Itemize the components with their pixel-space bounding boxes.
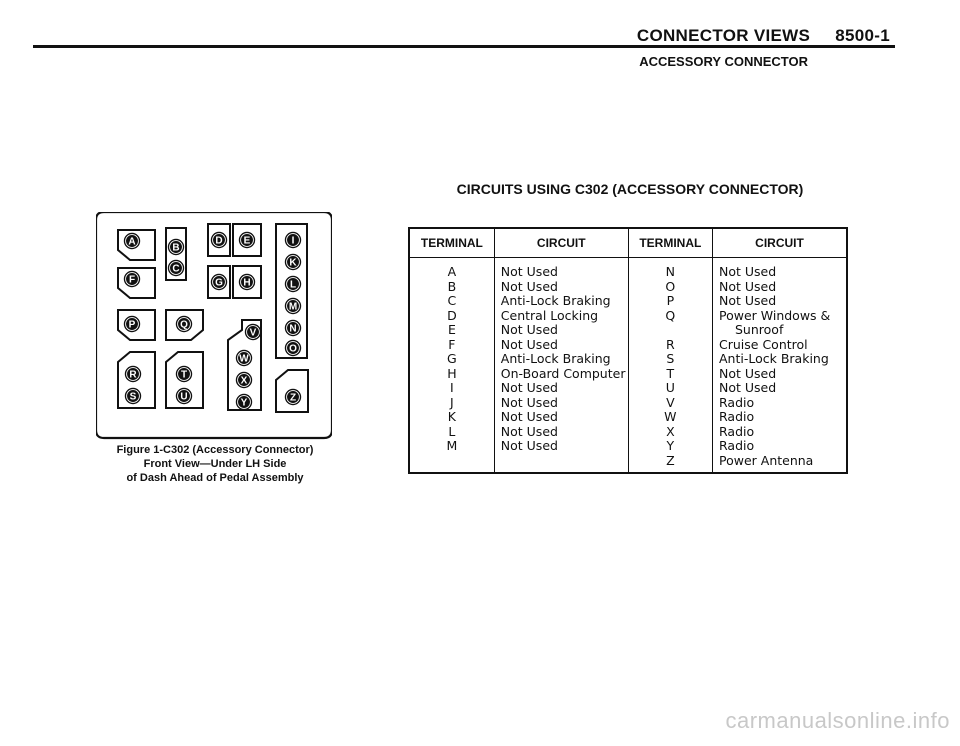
terminal-cell: Q [665, 307, 676, 323]
pin-label: Y [240, 397, 248, 409]
terminal-cell: I [450, 380, 454, 395]
pin-label: Z [289, 392, 297, 404]
terminal-column-right [628, 258, 712, 474]
pin-m [285, 298, 301, 314]
column-header-terminal-right: TERMINAL [628, 228, 712, 258]
circuit-cell: Radio [719, 438, 755, 453]
page-header-title [560, 26, 890, 46]
figure-caption [90, 443, 340, 485]
circuits-table [408, 227, 848, 474]
pin-s [125, 388, 141, 404]
circuit-cell: Not Used [500, 322, 558, 337]
terminal-cell: T [666, 365, 675, 381]
pin-q [176, 316, 192, 332]
table-header-row [409, 228, 847, 258]
circuit-column-right [713, 258, 848, 474]
pin-label: I [291, 235, 295, 247]
circuit-cell: Not Used [500, 394, 558, 410]
pin-label: T [180, 369, 188, 381]
pin-v [245, 324, 261, 340]
terminal-cell: H [447, 365, 457, 381]
pin-o [285, 340, 301, 356]
caption-line-2: Front View—Under LH Side [143, 458, 287, 470]
circuit-cell: Not Used [719, 264, 777, 279]
pin-n [285, 320, 301, 336]
column-header-circuit-right: CIRCUIT [713, 228, 848, 258]
terminal-cell: D [447, 307, 457, 323]
circuit-cell: Anti-Lock Braking [500, 293, 611, 308]
terminal-cell: B [447, 278, 457, 294]
terminal-cell: E [447, 322, 456, 337]
pin-y [236, 394, 252, 410]
terminal-cell: O [665, 278, 676, 294]
pin-label: U [180, 391, 188, 403]
circuit-cell: On-Board Computer [500, 365, 626, 381]
pin-label: L [289, 279, 297, 291]
pin-label: O [289, 343, 297, 355]
pin-label: M [288, 301, 298, 313]
circuit-cell: Not Used [500, 380, 558, 395]
pin-a [124, 233, 140, 249]
terminal-cell: U [665, 380, 675, 395]
pin-l [285, 276, 301, 292]
circuit-cell: Not Used [719, 278, 777, 294]
circuit-cell: Not Used [719, 365, 777, 381]
terminal-cell: M [446, 438, 458, 453]
connector-diagram [96, 212, 332, 446]
circuit-cell: Anti-Lock Braking [719, 351, 829, 366]
pin-x [236, 372, 252, 388]
pin-label: F [128, 274, 136, 286]
circuit-cell: Not Used [500, 278, 558, 294]
pin-label: A [128, 236, 136, 248]
pin-d [211, 232, 227, 248]
caption-line-3: of Dash Ahead of Pedal Assembly [126, 472, 304, 484]
circuit-cell: Anti-Lock Braking [500, 351, 611, 366]
terminal-cell: C [447, 293, 457, 308]
watermark: carmanualsonline.info [725, 708, 950, 733]
connector-pins [124, 232, 301, 410]
terminal-cell: W [664, 409, 677, 424]
terminal-cell: J [450, 394, 454, 410]
terminal-cell: X [666, 423, 675, 439]
pin-g [211, 274, 227, 290]
pin-r [125, 366, 141, 382]
pin-label: E [243, 235, 251, 247]
section-title: CONNECTOR VIEWS [636, 26, 811, 45]
terminal-cell: Y [666, 438, 675, 453]
pin-w [236, 350, 252, 366]
circuit-cell: Not Used [500, 264, 558, 279]
column-header-circuit-left: CIRCUIT [494, 228, 628, 258]
pin-p [124, 316, 140, 332]
pin-label: G [215, 277, 223, 289]
circuit-cell: Not Used [500, 423, 558, 439]
circuit-cell: Power Antenna [719, 452, 814, 468]
pin-t [176, 366, 192, 382]
pin-e [239, 232, 255, 248]
terminal-cell: P [666, 293, 675, 308]
pin-u [176, 388, 192, 404]
pin-k [285, 254, 301, 270]
pin-label: X [240, 375, 248, 387]
header-rule [33, 45, 895, 48]
terminal-cell: K [447, 409, 456, 424]
pin-i [285, 232, 301, 248]
circuit-cell: Radio [719, 409, 755, 424]
terminal-cell: A [447, 264, 457, 279]
pin-label: B [172, 242, 180, 254]
circuit-column-left [494, 258, 628, 474]
terminal-cell: N [665, 264, 676, 279]
terminal-cell: Z [666, 452, 675, 468]
pin-label: W [239, 353, 249, 365]
circuit-cell: Sunroof [735, 322, 784, 337]
terminal-cell: R [666, 336, 675, 352]
pin-b [168, 239, 184, 255]
pin-label: Q [180, 319, 188, 331]
pin-label: H [243, 277, 251, 289]
pin-label: C [172, 263, 180, 275]
pin-label: N [289, 323, 297, 335]
circuit-cell: Radio [719, 394, 755, 410]
terminal-cell: G [447, 351, 457, 366]
circuit-cell: Cruise Control [719, 336, 808, 352]
terminal-cell: V [666, 394, 675, 410]
cavity-outlines [118, 224, 308, 412]
pin-z [285, 389, 301, 405]
terminal-cell: S [666, 351, 675, 366]
circuit-cell: Radio [719, 423, 755, 439]
pin-label: S [129, 391, 137, 403]
circuit-cell: Not Used [500, 336, 558, 352]
pin-label: K [289, 257, 297, 269]
pin-c [168, 260, 184, 276]
pin-f [124, 271, 140, 287]
pin-label: V [249, 327, 257, 339]
table-body-row [409, 258, 847, 474]
column-header-terminal-left: TERMINAL [409, 228, 494, 258]
circuit-cell: Power Windows & [719, 307, 831, 323]
table-title: CIRCUITS USING C302 (ACCESSORY CONNECTOR) [456, 181, 804, 197]
pin-h [239, 274, 255, 290]
caption-line-1: Figure 1-C302 (Accessory Connector) [116, 444, 314, 456]
circuit-cell: Not Used [500, 438, 558, 453]
circuit-cell: Not Used [719, 293, 777, 308]
pin-label: D [215, 235, 223, 247]
circuit-cell: Central Locking [500, 307, 599, 323]
terminal-cell: F [448, 336, 456, 352]
pin-label: R [129, 369, 137, 381]
circuit-cell: Not Used [719, 380, 777, 395]
terminal-column-left [409, 258, 494, 474]
terminal-cell [629, 323, 712, 338]
page-subtitle: ACCESSORY CONNECTOR [639, 54, 808, 69]
page-number: 8500-1 [835, 26, 890, 45]
pin-label: P [128, 319, 136, 331]
circuit-cell: Not Used [500, 409, 558, 424]
terminal-cell: L [448, 423, 456, 439]
